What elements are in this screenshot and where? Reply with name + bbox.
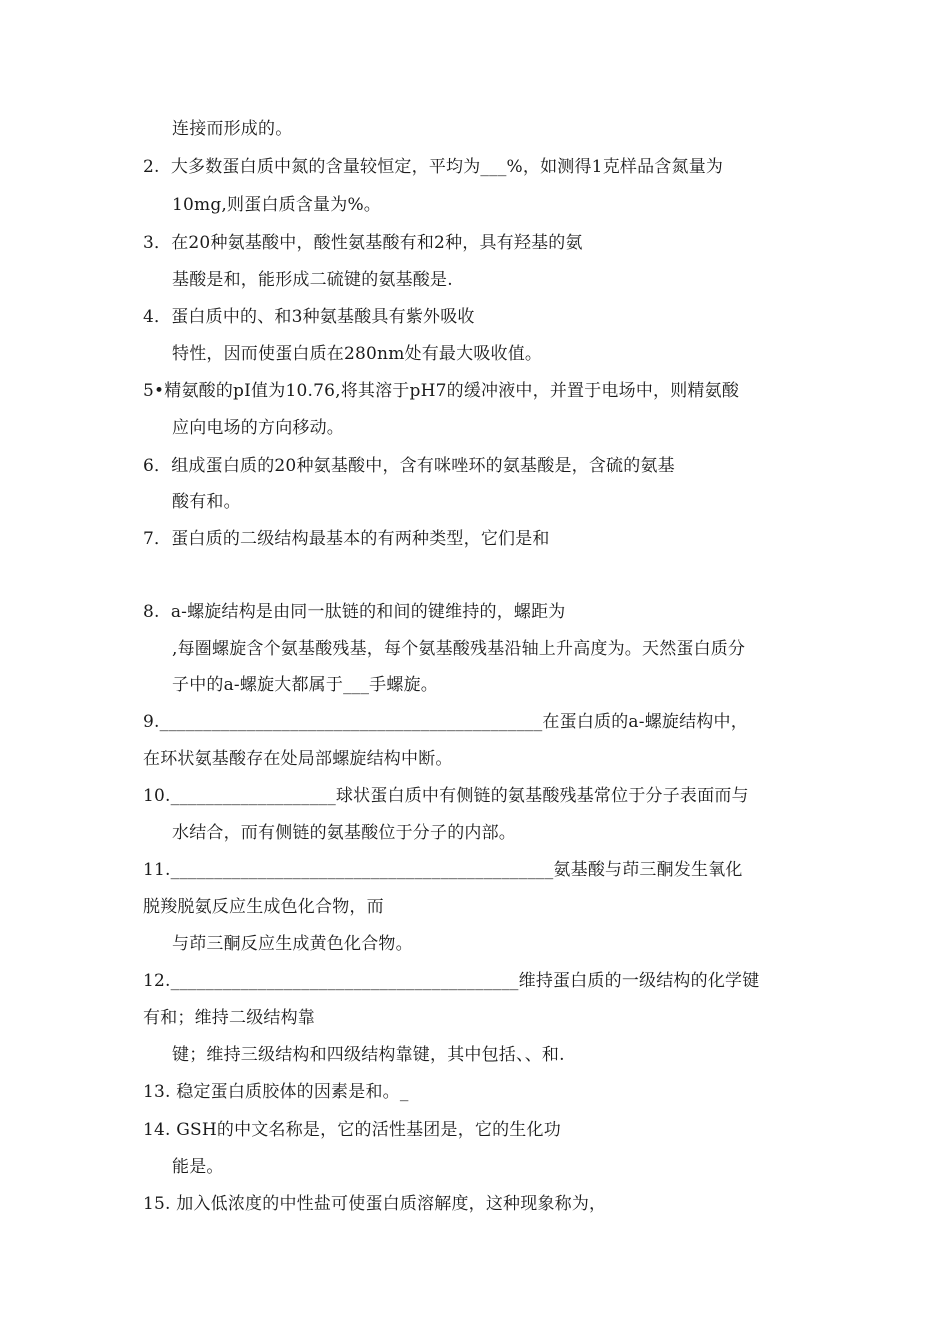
question-11: 11.____________________________________________氨基酸与茚三酮发生氧化 — [143, 860, 743, 880]
text-line: 酸有和。 — [172, 492, 241, 512]
text-line: 脱羧脱氨反应生成色化合物，而 — [143, 897, 384, 917]
question-8: 8. a-螺旋结构是由同一肽链的和间的键维持的，螺距为 — [143, 602, 566, 622]
question-12: 12.________________________________________维持蛋白质的一级结构的化学键 — [143, 971, 760, 991]
text-line: 与茚三酮反应生成黄色化合物。 — [172, 934, 413, 954]
text-line: ,每圈螺旋含个氨基酸残基，每个氨基酸残基沿轴上升高度为。天然蛋白质分 — [172, 639, 746, 659]
text-line: 在环状氨基酸存在处局部螺旋结构中断。 — [143, 749, 453, 769]
question-5: 5•精氨酸的pI值为10.76,将其溶于pH7的缓冲液中，并置于电场中，则精氨酸 — [143, 381, 740, 401]
question-2: 2. 大多数蛋白质中氮的含量较恒定，平均为___%，如测得1克样品含氮量为 — [143, 157, 724, 177]
text-line: 基酸是和，能形成二硫键的氨基酸是. — [172, 270, 453, 290]
question-7: 7．蛋白质的二级结构最基本的有两种类型，它们是和 — [143, 529, 550, 549]
text-line: 键；维持三级结构和四级结构靠键，其中包括、、和. — [172, 1045, 565, 1065]
text-line: 子中的a-螺旋大都属于___手螺旋。 — [172, 675, 438, 695]
text-line: 水结合，而有侧链的氨基酸位于分子的内部。 — [172, 823, 516, 843]
question-3: 3．在20种氨基酸中，酸性氨基酸有和2种，具有羟基的氨 — [143, 233, 583, 253]
text-line: 特性，因而使蛋白质在280nm处有最大吸收值。 — [172, 344, 543, 364]
text-line: 有和；维持二级结构靠 — [143, 1008, 315, 1028]
question-4: 4．蛋白质中的、和3种氨基酸具有紫外吸收 — [143, 307, 475, 327]
question-9: 9.____________________________________________在蛋白质的a-螺旋结构中， — [143, 712, 748, 732]
text-line: 能是。 — [172, 1157, 224, 1177]
text-line: 连接而形成的。 — [172, 119, 293, 139]
text-line: 10mg,则蛋白质含量为%。 — [172, 195, 381, 215]
question-10: 10.___________________球状蛋白质中有侧链的氨基酸残基常位于分子表面而与 — [143, 786, 749, 806]
question-6: 6．组成蛋白质的20种氨基酸中，含有咪唑环的氨基酸是，含硫的氨基 — [143, 456, 675, 476]
question-13: 13. 稳定蛋白质胶体的因素是和。_ — [143, 1082, 409, 1102]
question-15: 15. 加入低浓度的中性盐可使蛋白质溶解度，这种现象称为， — [143, 1194, 607, 1214]
question-14: 14. GSH的中文名称是，它的活性基团是，它的生化功 — [143, 1120, 561, 1140]
text-line: 应向电场的方向移动。 — [172, 418, 344, 438]
